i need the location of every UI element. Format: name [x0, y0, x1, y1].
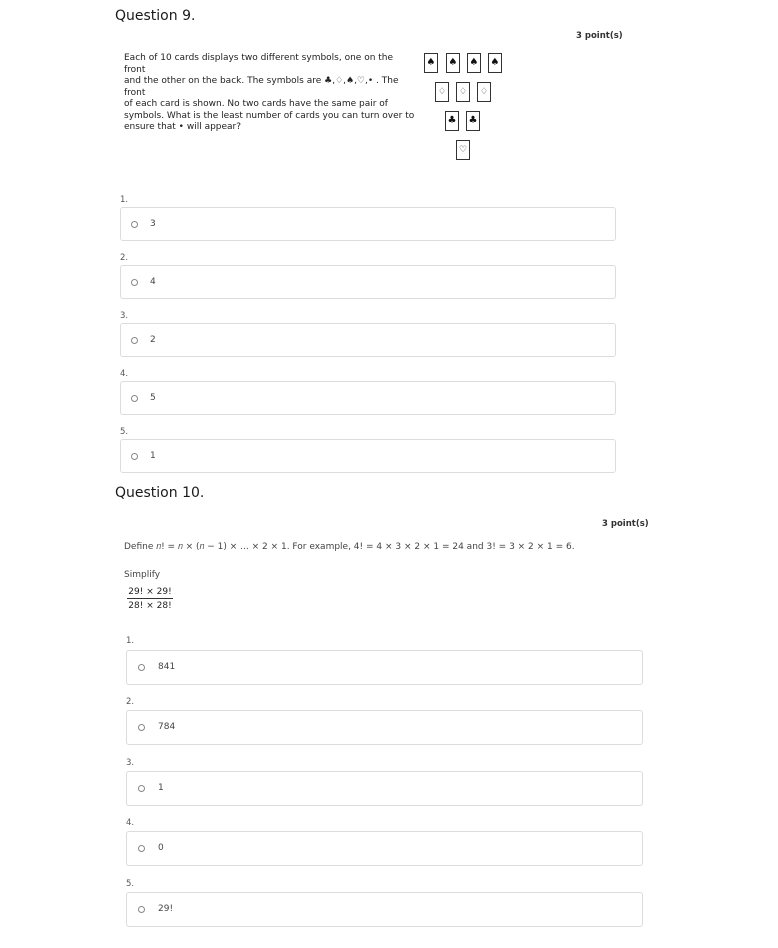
card-spade-icon: ♠: [446, 53, 460, 73]
option-number: 2.: [126, 697, 135, 707]
radio-button[interactable]: [131, 453, 138, 460]
q10-option-4[interactable]: [126, 831, 643, 866]
card-spade-icon: ♠: [488, 53, 502, 73]
question-9-points: 3 point(s): [576, 31, 623, 41]
card-spade-icon: ♠: [467, 53, 481, 73]
radio-button[interactable]: [131, 395, 138, 402]
q9-option-1[interactable]: [120, 207, 616, 241]
option-number: 3.: [126, 758, 135, 768]
q9-option-2[interactable]: [120, 265, 616, 299]
fraction-bar: [127, 598, 173, 599]
option-number: 2.: [120, 253, 129, 263]
option-number: 4.: [126, 818, 135, 828]
q10-option-3[interactable]: [126, 771, 643, 806]
question-9-text-line: of each card is shown. No two cards have the same pair of: [124, 99, 388, 109]
option-value: 5: [150, 393, 156, 403]
option-number: 4.: [120, 369, 129, 379]
fraction-denominator: 28! × 28!: [128, 601, 172, 611]
option-value: 29!: [158, 904, 174, 914]
question-9-text-line: ensure that • will appear?: [124, 122, 242, 132]
radio-button[interactable]: [138, 724, 145, 731]
option-value: 0: [158, 843, 164, 853]
option-value: 1: [150, 451, 156, 461]
option-value: 1: [158, 783, 164, 793]
option-value: 784: [158, 722, 176, 732]
option-number: 5.: [126, 879, 135, 889]
question-9-text-line: symbols. What is the least number of cards you can turn over to: [124, 110, 415, 121]
question-10-definition: Define 𝑛! = 𝑛 × (𝑛 − 1) × ... × 2 × 1. For example, 4! = 4 × 3 × 2 × 1 = 24 and 3! = 3 × 2 × 1 = 6.: [124, 542, 575, 552]
question-9-text-line: and the other on the back. The symbols are ♣,♢,♠,♡,• . The front: [124, 76, 399, 98]
question-9-text-line: Each of 10 cards displays two different symbols, one on the front: [124, 53, 394, 75]
q10-option-5[interactable]: [126, 892, 643, 927]
card-diamond-icon: ♢: [456, 82, 470, 102]
fraction: [127, 587, 173, 611]
radio-button[interactable]: [138, 785, 145, 792]
option-value: 841: [158, 662, 176, 672]
card-spade-icon: ♠: [424, 53, 438, 73]
option-number: 1.: [126, 636, 135, 646]
card-club-icon: ♣: [466, 111, 480, 131]
question-10-points: 3 point(s): [602, 519, 649, 529]
radio-button[interactable]: [138, 664, 145, 671]
q9-option-4[interactable]: [120, 381, 616, 415]
option-number: 3.: [120, 311, 129, 321]
q9-option-5[interactable]: [120, 439, 616, 473]
radio-button[interactable]: [131, 279, 138, 286]
question-10-simplify: Simplify: [124, 570, 161, 580]
q9-option-3[interactable]: [120, 323, 616, 357]
question-9-text: [124, 53, 416, 134]
card-heart-icon: ♡: [456, 140, 470, 160]
fraction-numerator: 29! × 29!: [128, 587, 172, 597]
option-value: 2: [150, 335, 156, 345]
option-value: 3: [150, 219, 156, 229]
question-10-title: Question 10.: [115, 485, 205, 501]
radio-button[interactable]: [131, 337, 138, 344]
question-9-title: Question 9.: [115, 8, 196, 24]
option-number: 5.: [120, 427, 129, 437]
card-club-icon: ♣: [445, 111, 459, 131]
card-diamond-icon: ♢: [477, 82, 491, 102]
radio-button[interactable]: [131, 221, 138, 228]
option-value: 4: [150, 277, 156, 287]
q10-option-1[interactable]: [126, 650, 643, 685]
q10-option-2[interactable]: [126, 710, 643, 745]
radio-button[interactable]: [138, 845, 145, 852]
option-number: 1.: [120, 195, 129, 205]
card-diamond-icon: ♢: [435, 82, 449, 102]
radio-button[interactable]: [138, 906, 145, 913]
